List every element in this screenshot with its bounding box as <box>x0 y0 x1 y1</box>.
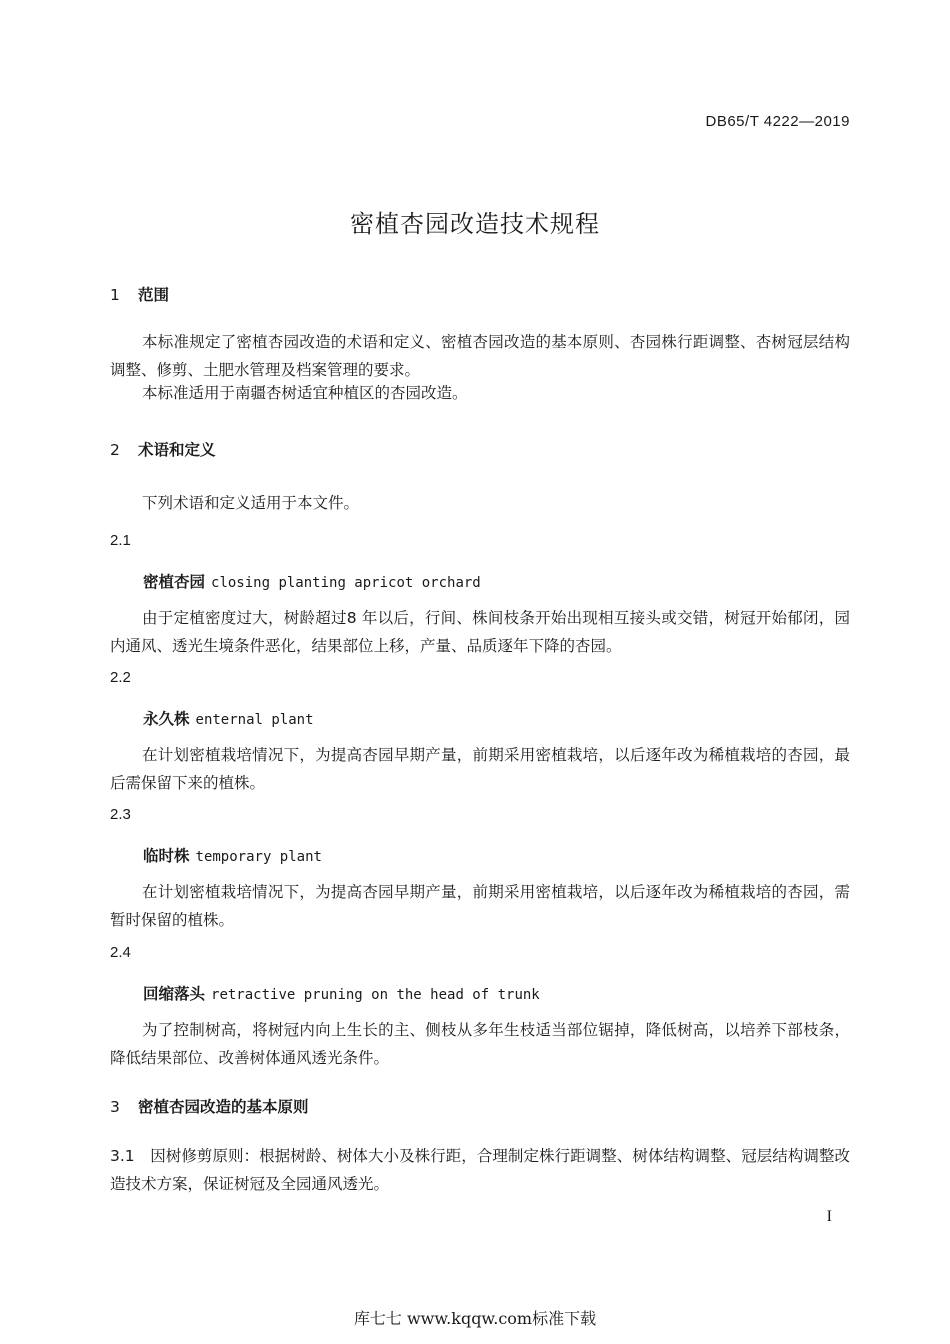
section-1-paragraph-2: 本标准适用于南疆杏树适宜种植区的杏园改造。 <box>142 384 468 402</box>
document-number: DB65/T 4222—2019 <box>705 113 850 130</box>
clause-2-4-term <box>143 982 540 1004</box>
term-chinese: 临时株 <box>143 847 190 865</box>
section-title: 术语和定义 <box>138 441 216 459</box>
clause-2-3-number: 2.3 <box>110 806 131 823</box>
section-1-paragraph-1: 本标准规定了密植杏园改造的术语和定义、密植杏园改造的基本原则、杏园株行距调整、杏树冠层结构调整、修剪、土肥水管理及档案管理的要求。 <box>110 333 850 379</box>
section-number: 3 <box>110 1098 120 1116</box>
term-english: closing planting apricot orchard <box>211 575 481 591</box>
term-english: temporary plant <box>195 849 322 865</box>
footer-watermark: 库七七 www.kqqw.com标准下载 <box>353 1309 597 1328</box>
clause-2-1-term <box>143 570 481 592</box>
clause-2-2-definition: 在计划密植栽培情况下，为提高杏园早期产量，前期采用密植栽培，以后逐年改为稀植栽培的杏园，最后需保留下来的植株。 <box>110 746 850 792</box>
term-chinese: 永久株 <box>143 710 190 728</box>
section-title: 密植杏园改造的基本原则 <box>138 1098 309 1116</box>
section-2-heading <box>110 438 216 460</box>
clause-3-1-text: 3.1 因树修剪原则：根据树龄、树体大小及株行距，合理制定株行距调整、树体结构调整、冠层结构调整改造技术方案，保证树冠及全园通风透光。 <box>110 1147 850 1193</box>
clause-2-1-definition: 由于定植密度过大，树龄超过8 年以后，行间、株间枝条开始出现相互接头或交错，树冠开始郁闭，园内通风、透光生境条件恶化，结果部位上移，产量、品质逐年下降的杏园。 <box>110 609 850 655</box>
section-title: 范围 <box>138 286 170 304</box>
section-2-paragraph-1: 下列术语和定义适用于本文件。 <box>142 494 360 512</box>
clause-2-1-number: 2.1 <box>110 532 131 549</box>
section-1-heading <box>110 283 169 305</box>
clause-2-2-term <box>143 707 314 729</box>
document-title: 密植杏园改造技术规程 <box>350 210 600 238</box>
clause-2-4-number: 2.4 <box>110 944 131 961</box>
section-number: 1 <box>110 286 120 304</box>
clause-2-3-term <box>143 844 322 866</box>
clause-2-3-definition: 在计划密植栽培情况下，为提高杏园早期产量，前期采用密植栽培，以后逐年改为稀植栽培的杏园，需暂时保留的植株。 <box>110 883 850 929</box>
section-number: 2 <box>110 441 120 459</box>
term-chinese: 回缩落头 <box>143 985 206 1003</box>
term-chinese: 密植杏园 <box>143 573 206 591</box>
section-3-heading <box>110 1095 309 1117</box>
clause-2-2-number: 2.2 <box>110 669 131 686</box>
clause-2-4-definition: 为了控制树高，将树冠内向上生长的主、侧枝从多年生枝适当部位锯掉，降低树高，以培养下部枝条，降低结果部位、改善树体通风透光条件。 <box>110 1021 850 1067</box>
term-english: retractive pruning on the head of trunk <box>211 987 540 1003</box>
page-number: I <box>826 1208 832 1225</box>
term-english: enternal plant <box>195 712 314 728</box>
